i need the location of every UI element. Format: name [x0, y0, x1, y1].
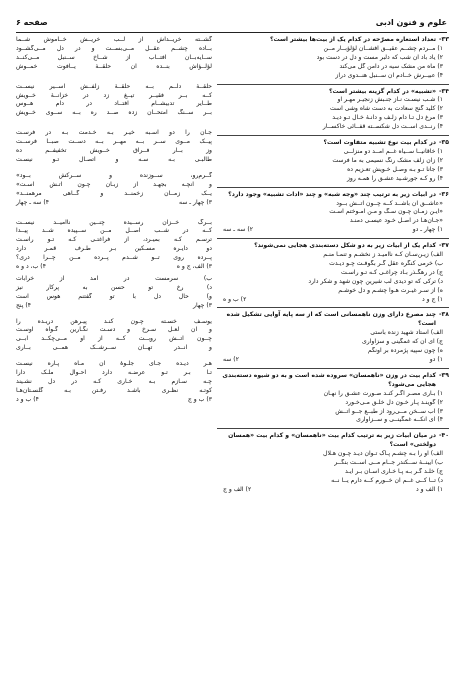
option[interactable]: ۲) گوینـد پـار خـون دل خلـق مـی‌خـورد [345, 398, 443, 406]
option[interactable]: ۴) رنــدی اســت دل شکســته قفــائی خاکســار [322, 123, 443, 131]
verse-line: «ایـن زمـان چـون سـگ و مـن آمـوختم اسـت [329, 208, 443, 216]
poem-box [14, 83, 214, 119]
answer-row [14, 302, 214, 311]
question-stem: چند مصرع دارای وزن ناهمسانی است که از سه پایه آوایی تشکیل شده است؟ [226, 311, 437, 328]
answer-row [217, 296, 449, 305]
answer-choice[interactable]: ۴) پنج [16, 301, 32, 309]
question-37: ۳۷- کدام یک از ابیات زیر به دو شکل دسته‌بندی هجایی نمی‌شوند؟ الف) زیـن‌سـان کـه ناامیـد ز نخشـم و تنمـا منـم ب) خرمی کنگره عقل گـر بگوفـت چـو دیـدت ج) در رهگـذر بـاد چراغـی کـه تـو راسـت د) ترکی که تو دیدی لب شیرین چون شهد و شکر دارد ه) از سـر غیـرت هـوا چشـم و دل خوشـم ۱) ج و د ۲) ب و ه [217, 242, 449, 304]
page-number: صفحه ۶ [16, 17, 48, 27]
verses-column [14, 36, 214, 408]
question-stem: کدام بیت در وزن «ناهمسان» سروده شده است و به دو شیوه دسته‌بندی هجایی می‌شود؟ [222, 371, 437, 388]
verse-line: چـه سـازم بـه خـاری کـه در دل نشـیند [16, 378, 212, 385]
verse-line: طالبـی بـه سـه و اتصـال تـو نیسـت [16, 155, 212, 163]
option[interactable]: ۲) زان زلف مشک رنگ نسیمی به ما فرست [332, 156, 443, 164]
question-stem: در ابیات زیر به ترتیب چند «وجه شبه» و چند «ادات تشبیه» وجود دارد؟ [228, 190, 437, 198]
question-39: ۳۹- کدام بیت در وزن «ناهمسان» سروده شده است و به دو شیوه دسته‌بندی هجایی می‌شود؟ ۱) بـاری مصـر اگـر کنـد صـورت عشـق را نهـان ۲) گوینـد پـار خـون دل خلـق مـی‌خـورد ۳) آب ســخن مــی‌رود از طبــع جــو آتــش ۴) ای آنکــه غمگینــی و ســزاواری [217, 372, 449, 425]
verse-line: ه) چون سپیه پژمرده بر آونگم [367, 347, 443, 355]
poem-box [14, 36, 214, 72]
verse-line: و انــدر تهــان ســرشــک همــی بــاری [16, 344, 212, 352]
option[interactable]: ۴) رو کـه جورشـید عشـق را همـه روز [346, 174, 443, 182]
option[interactable]: ۳) ماه من مشک سیه در دامن گل می‌کند [339, 62, 443, 70]
answer-choice[interactable]: ۲) الف و ج [223, 485, 252, 493]
page-header [16, 14, 447, 33]
answer-row [217, 356, 449, 365]
verse-line: تـا بـر تـو عرضـه دارد احـوال ملـک دارا [16, 369, 212, 377]
option[interactable]: ۱) شـب نیسـت نـاز جنـبش زنجیـر مهـر او [337, 96, 443, 104]
question-38: ۳۸- چند مصرع دارای وزن ناهمسانی است که از سه پایه آوایی تشکیل شده است؟ الف) استاد شهید زنده باستی ج) ای آن که غمگینی و سزاواری ه) چون سپیه پژمرده بر آونگم ۱) دو ۲) سه [217, 311, 449, 364]
verse-line: د) ترکی که تو دیدی لب شیرین چون شهد و شکر دارد [308, 277, 443, 285]
answer-choice[interactable]: ۱) دو [429, 356, 443, 363]
answer-choice[interactable]: ۴) ب، د و ه [16, 263, 46, 271]
verse-line: بــرگ خــزان رســیده چنــین ناامیــد نیســت [16, 218, 212, 226]
answer-choice[interactable]: ۱) ج و د [421, 295, 443, 303]
verse-line: «جـان‌هـا در اصـل خـود عیسـی دمنـد [349, 217, 443, 225]
poem-box [14, 318, 214, 354]
questions-column [217, 36, 449, 498]
answer-choice[interactable]: ۳) چهار ـ سه [178, 198, 212, 206]
poem-box [14, 360, 214, 405]
verse-line: گشــته خریــداش از لــب خریــش خــاموش شــما [16, 36, 212, 43]
verse-line: د) رخ تو حسن به پرکار نیز [16, 283, 212, 291]
divider [217, 135, 449, 136]
verse-line: ج) خلـد گـر بـه پـا خـاری آسـان بـر آیـد [345, 467, 443, 475]
answer-choice[interactable]: ۱) چهار ـ دو [412, 226, 443, 234]
option[interactable]: ۴) عبیــرش خــادم آن ســنبل هنــدوی دراز [335, 71, 443, 79]
option[interactable]: ۳) جانا تـو بـه وصـل خـویش تعـزیم ده [347, 165, 443, 173]
answer-row [217, 226, 449, 235]
question-40: ۴۰- در میان ابیات زیر به ترتیب کدام بیت «ناهمسان» و کدام بیت «همسان دولختی» است؟ الف) او را بـه چشـم پـاک تـوان دیـد چـون هـلال ب) آیینــهٔ ســکندر جــام مــی اســت بنگــر ج) خلـد گـر بـه پـا خـاری آسـان بـر آیـد د) تــا کــی غــم آن خــورم کــه دارم یــا نــه ۱) الف و د ۲) الف و ج [217, 432, 449, 494]
option[interactable]: ۳) آب ســخن مــی‌رود از طبــع جــو آتــش [335, 407, 443, 415]
option[interactable]: ۱) خاقانیــا ســیاه غــم آمــد دو منزلــی [343, 147, 443, 155]
verse-line: بــاده چشــم عقــل مــی‌بســت و در دل مــی‌گشــود [16, 44, 212, 52]
verse-line: یوسـف خسـته چـون کنـد پیـرهن دریـده را [16, 317, 212, 325]
verse-line: لؤلــؤاش بنــده آن حلقــهٔ یــافوت خمــوش [16, 62, 212, 70]
option[interactable]: ۱) بـاری مصـر اگـر کنـد صـورت عشـق را نهـان [323, 389, 443, 397]
answer-row [14, 263, 214, 272]
poem-box [14, 275, 214, 311]
verse-line: وز بــار فــراق خــویش تخفیفــم ده [16, 147, 212, 155]
verse-line: بــر ســنگ امتحــان زده صــد ره بــه ســوی خــویش [16, 109, 212, 117]
verse-line: و) حال دل با تو گفتنم هوس است [16, 292, 212, 300]
answer-choice[interactable]: ۲) سه [223, 356, 239, 363]
answer-row [14, 199, 214, 208]
divider [217, 84, 449, 85]
question-33: ۳۳- تعداد استعاره مصرّحه در کدام یک از بیت‌ها بیشتر است؟ ۱) مــردم چشــم عقیــق افشــان لؤلؤبــار مــن ۲) یاد باد آن شب که دلبر مست و دل در دست بود ۳) ماه من مشک سیه در دامن گل می‌کند ۴) عبیــرش خــادم آن ســنبل هنــدوی دراز [217, 36, 449, 81]
question-stem: در میان ابیات زیر به ترتیب کدام بیت «ناهمسان» و کدام بیت «همسان دولختی» است؟ [228, 432, 437, 449]
verse-line: «عاشــق آن باشــد کــه چــون آتــش بــود [336, 199, 443, 207]
option[interactable]: ۱) مــردم چشــم عقیــق افشــان لؤلؤبــار مــن [323, 44, 443, 52]
verse-line: کوتـه نظـری باشـد رفـتن بـه گلسـتان‌هـا [16, 386, 212, 394]
answer-choice[interactable]: ۴) ب و د [16, 395, 39, 403]
verse-line: هـر دیـده جـای جلـوهٔ آن مـاه پـاره نیسـت [16, 360, 212, 368]
verse-line: حلقــهٔ دلــم بــه حلقــهٔ زلفــش اســیر نیســت [16, 82, 212, 90]
verse-line: پیــک مــوی ســر بــه مهــر بــه دســت صبــا فرســت [16, 138, 212, 146]
divider [217, 238, 449, 239]
divider [217, 307, 449, 308]
verse-line: ج) در رهگـذر بـاد چراغـی کـه تـو راسـت [341, 268, 443, 276]
verse-line: ب) سرمست در آمد از خرابات [16, 274, 212, 282]
option[interactable]: ۲) کلید گنج سعادت به دست شاه وشی است [330, 105, 443, 113]
verse-line: ه) از سـر غیـرت هـوا چشـم و دل خوشـم [338, 286, 443, 294]
verse-line: الف) استاد شهید زنده باستی [370, 329, 443, 337]
answer-choice[interactable]: ۲) ب و ه [223, 295, 247, 303]
verse-line: ب) آیینــهٔ ســکندر جــام مــی اســت بنگــر [334, 459, 443, 467]
verse-line: ترسـم کـه بمیـرد، از فراغتـی کـه تـو راسـت [16, 236, 212, 244]
answer-choice[interactable]: ۲) سه ـ سه [223, 226, 254, 234]
verse-line: الف) او را بـه چشـم پـاک تـوان دیـد چـون هـلال [323, 450, 443, 458]
verse-line: د) تــا کــی غــم آن خــورم کــه دارم یــا نــه [331, 476, 443, 484]
divider [217, 187, 449, 188]
verse-line: الف) زیـن‌سـان کـه ناامیـد ز نخشـم و تنمـا منـم [323, 251, 443, 259]
poem-box [14, 219, 214, 272]
verse-line: جـان را دو اسـبه خیـر بـه خـدمت بـه در فرسـت [16, 129, 212, 137]
verse-line: کــه در شــب اصــل مــن ســپیده شــد پیــدا [16, 227, 212, 235]
question-stem: «تشبیه» در کدام گزینه بیشتر است؟ [328, 87, 437, 95]
verse-line: ســایه‌بــان آفتــاب از شــاخ ســنبل مــی‌کنــد [16, 53, 212, 61]
verse-line: گــرم‌رو، ســوزنده و ســرکش بــود» [16, 171, 212, 179]
question-stem: در کدام بیت نوع تشبیه متفاوت است؟ [323, 139, 437, 147]
verse-line: و آنچـه بجهـد از زبـان چـون آتـش اسـت» [16, 180, 212, 188]
answer-choice[interactable]: ۳) الف، ج و ه [176, 263, 212, 271]
question-stem: کدام یک از ابیات زیر به دو شکل دسته‌بندی هجایی نمی‌شوند؟ [254, 242, 437, 250]
question-stem: تعداد استعاره مصرّحه در کدام یک از بیت‌ها بیشتر است؟ [269, 36, 437, 43]
verse-line: و آن لعـل سـرخ و دسـت نگـارین گـواه اوسـت [16, 326, 212, 334]
verse-line: پــرده روی تــو شــدم پــرده مــن چــرا دری؟ [16, 254, 212, 262]
verse-line: دو دایـره مسـکین بـر طـرف قمـر دارد [16, 245, 212, 253]
answer-row [14, 396, 214, 405]
answer-choice[interactable]: ۴) سه ـ چهار [16, 198, 50, 206]
verse-line: ب) خرمی کنگره عقل گـر بگوفـت چـو دیـدت [329, 259, 443, 267]
answer-choice[interactable]: ۳) چهار [193, 301, 212, 309]
book-title: علوم و فنون ادبی [375, 17, 447, 27]
answer-choice[interactable]: ۱) الف و د [416, 485, 443, 493]
poem-box [14, 129, 214, 165]
poem-box [14, 172, 214, 208]
question-35: ۳۵- در کدام بیت نوع تشبیه متفاوت است؟ ۱) خاقانیــا ســیاه غــم آمــد دو منزلــی ۲) زان زلف مشک رنگ نسیمی به ما فرست ۳) جانا تـو بـه وصـل خـویش تعـزیم ده ۴) رو کـه جورشـید عشـق را همـه روز [217, 139, 449, 184]
verse-line: یــک زمــان زخمنــد و گــاهی مرهمنــد» [16, 189, 212, 197]
verse-line: ج) ای آن که غمگینی و سزاواری [361, 338, 443, 346]
option[interactable]: ۳) مرغ دل تـا دام زلـف و دانـهٔ خـال تـو دیـد [332, 114, 443, 122]
verse-line: چــون آتــش روبــت کــه از او مــی‌چکــد آبــی [16, 335, 212, 343]
question-36: ۳۶- در ابیات زیر به ترتیب چند «وجه شبه» و چند «ادات تشبیه» وجود دارد؟ «عاشــق آن باشــد کــه چــون آتــش بــود «ایـن زمـان چـون سـگ و مـن آمـوختم اسـت «جـان‌هـا در اصـل خـود عیسـی دمنـد ۱) چهار ـ دو ۲) سه ـ سه [217, 191, 449, 236]
question-34: ۳۴- «تشبیه» در کدام گزینه بیشتر است؟ ۱) شـب نیسـت نـاز جنـبش زنجیـر مهـر او ۲) کلید گنج سعادت به دست شاه وشی است ۳) مرغ دل تـا دام زلـف و دانـهٔ خـال تـو دیـد ۴) رنــدی اســت دل شکســته قفــائی خاکســار [217, 88, 449, 133]
option[interactable]: ۴) ای آنکــه غمگینــی و ســزاواری [356, 416, 443, 424]
answer-choice[interactable]: ۳) ب و ج [187, 395, 212, 403]
divider [217, 428, 449, 429]
verse-line: کــه بــر فقیــر تیــغ زد در خزانــهٔ خــویش [16, 91, 212, 99]
verse-line: طــایر تدبیشــام افتــاد در دام هــوس [16, 100, 212, 108]
divider [217, 368, 449, 369]
option[interactable]: ۲) یاد باد آن شب که دلبر مست و دل در دست بود [316, 53, 443, 61]
answer-row [217, 486, 449, 495]
